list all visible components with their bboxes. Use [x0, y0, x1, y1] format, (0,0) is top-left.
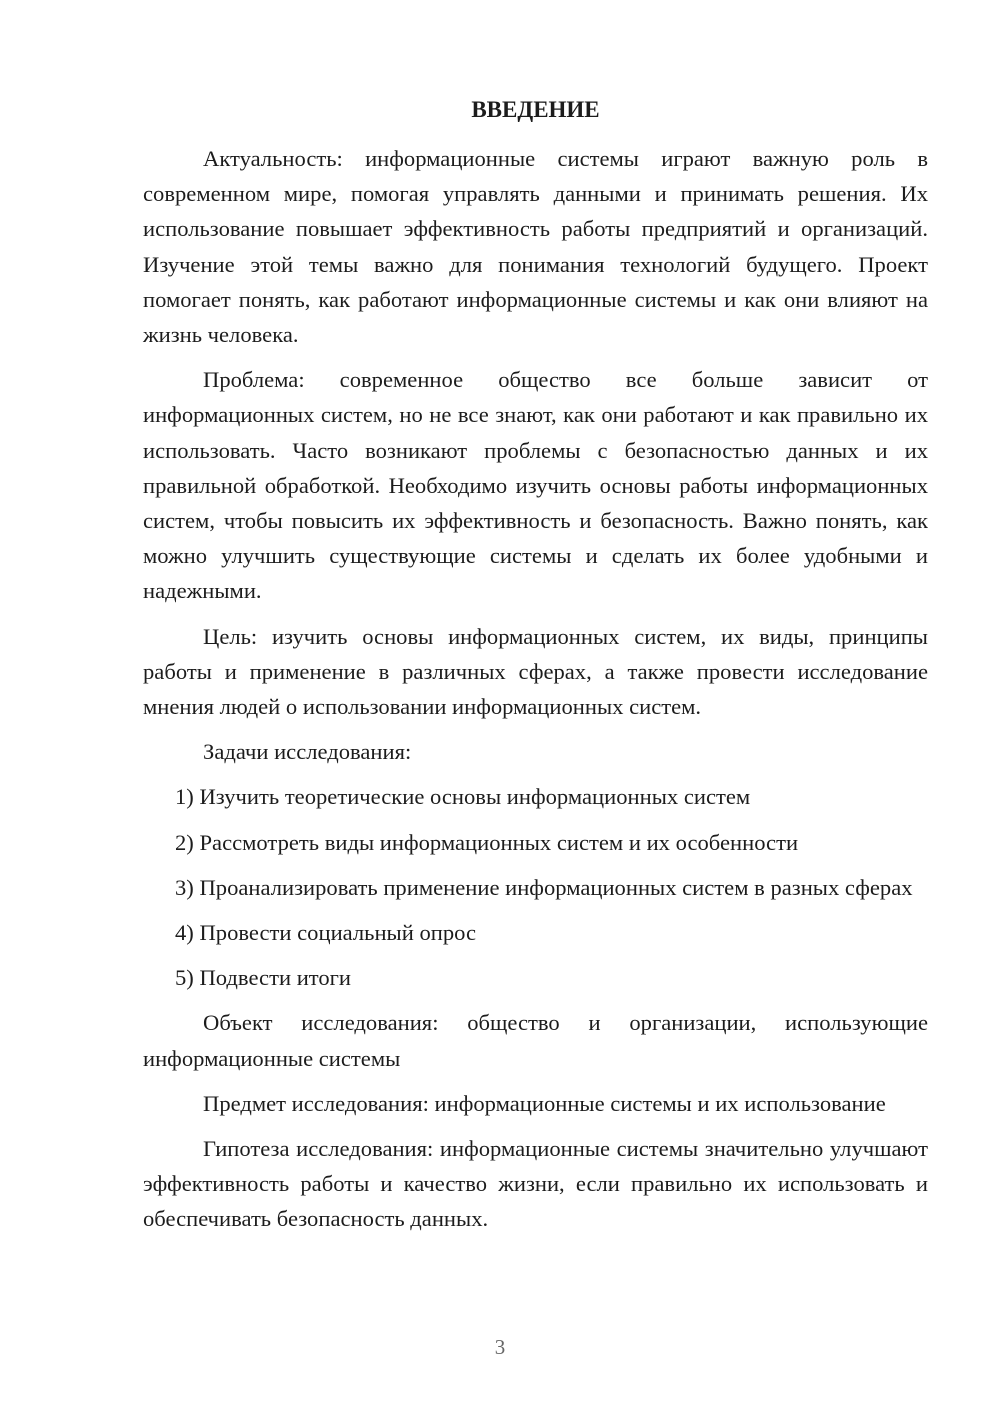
- section-title: ВВЕДЕНИЕ: [471, 97, 600, 122]
- task-item: 3) Проанализировать применение информационных систем в разных сферах: [175, 874, 913, 900]
- task-item: 2) Рассмотреть виды информационных систем и их особенности: [175, 829, 799, 855]
- hypothesis-paragraph: Гипотеза исследования: информационные системы значительно улучшают эффективность работы и качество жизни, если правильно их использовать и обеспечивать безопасность данных.: [143, 1136, 928, 1232]
- task-item: 4) Провести социальный опрос: [175, 920, 477, 946]
- problem-paragraph: Проблема: современное общество все больше зависит от информационных систем, но не все знают, как они работают и как правильно их использовать. Часто возникают проблемы с безопасностью данных и их правильной обработкой. Необходимо изучить основы работы информационных систем, чтобы повысить их эффективность и безопасность. Важно понять, как можно улучшить существующие системы и сделать их более удобными и надежными.: [143, 367, 928, 604]
- subject-paragraph: Предмет исследования: информационные системы и их использование: [203, 1090, 886, 1116]
- object-paragraph: Объект исследования: общество и организации, использующие информационные системы: [143, 1010, 928, 1071]
- goal-paragraph: Цель: изучить основы информационных систем, их виды, принципы работы и применение в различных сферах, а также провести исследование мнения людей о использовании информационных систем.: [143, 623, 928, 720]
- relevance-paragraph: Актуальность: информационные системы играют важную роль в современном мире, помогая управлять данными и принимать решения. Их использование повышает эффективность работы предприятий и организаций. Изучение этой темы важно для понимания технологий будущего. Проект помогает понять, как работают информационные системы и как они влияют на жизнь человека.: [143, 146, 928, 348]
- tasks-heading: Задачи исследования:: [203, 739, 412, 765]
- task-item: 1) Изучить теоретические основы информационных систем: [175, 784, 751, 810]
- document-page: [143, 96, 928, 1237]
- page-number: 3: [494, 1335, 506, 1359]
- task-item: 5) Подвести итоги: [175, 965, 352, 991]
